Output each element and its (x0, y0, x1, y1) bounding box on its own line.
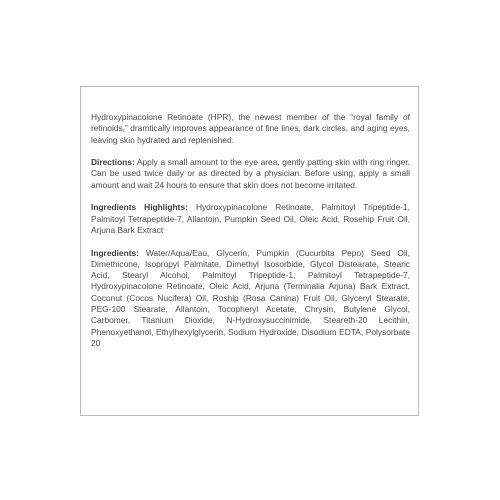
ingredients-text: Water/Aqua/Eau, Glycerin, Pumpkin (Cucurbita Pepo) Seed Oil, Dimethicone, Isopropyl Palmitate, Dimethyl Isosorbide, Glycol Distearate, Stearic Acid, Stearyl Alcohol, Palmitoyl Tripeptide-1, Palmitoyl Tetrapeptide-7, Hydroxypinacolone Retinoate, Oleic Acid, Arjuna (Terminalia Arjuna) Bark Extract, Coconut (Cocos Nucifera) Oil, Roship (Rosa Canina) Fruit Oil, Glyceryl Stearate, PEG-100 Stearate, Allantoin, Tocopheryl Acetate, Chrysin, Butylene Glycol, Carbomer, Titanium Dioxide, N-Hydroxysuccinimide, Steareth-20 Lecithin, Phenoxyethanol, Ethylhexylglycerin, Sodium Hydroxide, Disodium EDTA, Polysorbate 20 (91, 247, 410, 348)
directions-label: Directions: (91, 157, 135, 168)
directions-text: Apply a small amount to the eye area, gently patting skin with ring ringer. Can be used twice daily or as directed by a physician. Before using, apply a small amount and wait 24 hours to ensure that skin does not become irritated. (91, 157, 410, 190)
ingredients-paragraph (91, 248, 410, 350)
product-info-panel (91, 112, 410, 361)
highlights-paragraph (91, 202, 410, 236)
ingredients-label: Ingredients: (91, 247, 139, 258)
directions-paragraph (91, 157, 410, 191)
highlights-text: Hydroxypinacolone Retinoate, Palmitoyl Tripeptide-1, Palmitoyl Tetrapeptide-7, Allantoin, Pumpkin Seed Oil, Oleic Acid, Rosehip Fruit Oil, Arjuna Bark Extract (91, 202, 410, 235)
highlights-label: Ingredients Highlights: (91, 202, 188, 213)
intro-paragraph: Hydroxypinacolone Retinoate (HPR), the newest member of the “royal family of retinoids,” dramtically improves appearance of fine lines, dark circles, and aging eyes, leaving skin hydrated and replenished. (91, 112, 410, 145)
